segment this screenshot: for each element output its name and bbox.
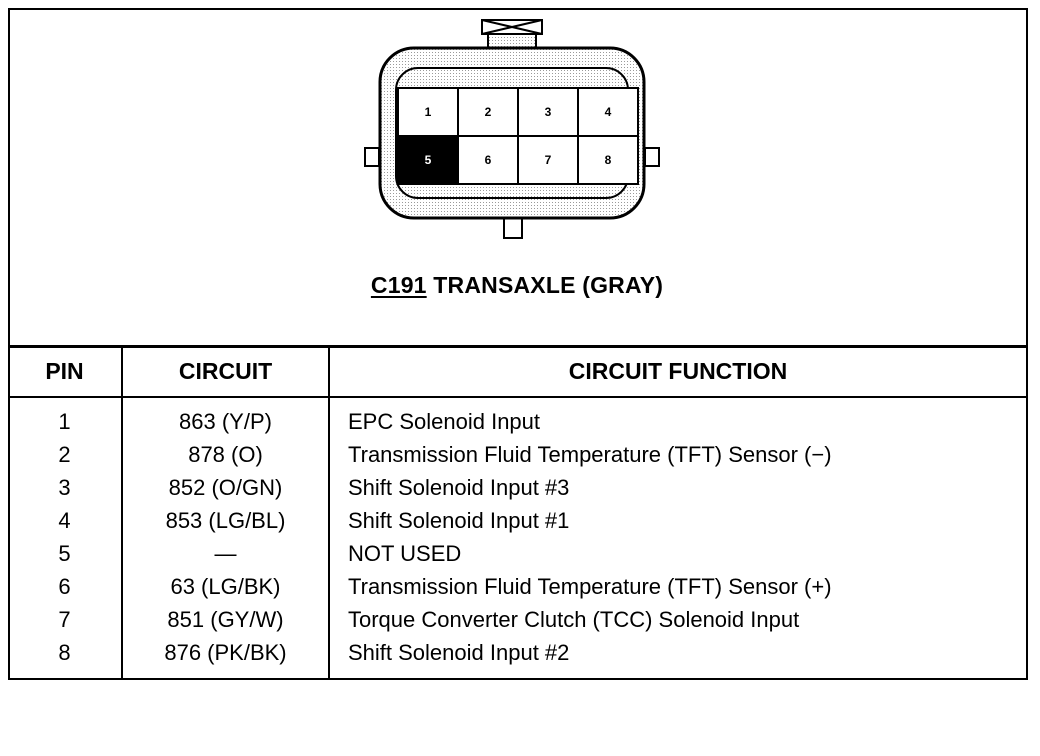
circuit-cell: 878 (O) — [188, 442, 263, 467]
pin-number-5: 5 — [424, 153, 432, 167]
table-row — [8, 508, 1026, 541]
pin-cell: 6 — [58, 574, 71, 599]
circuit-cell: 851 (GY/W) — [167, 607, 284, 632]
header-circuit-function: CIRCUIT FUNCTION — [568, 358, 788, 384]
circuit-cell: 876 (PK/BK) — [164, 640, 287, 665]
pin-number-4: 4 — [604, 105, 612, 119]
table-row — [8, 541, 1026, 574]
circuit-cell: 63 (LG/BK) — [170, 574, 281, 599]
function-cell: EPC Solenoid Input — [348, 409, 541, 434]
function-cell: Shift Solenoid Input #1 — [348, 508, 570, 533]
pin-cell: 7 — [58, 607, 71, 632]
pin-cavity-grid — [398, 88, 638, 184]
table-row — [8, 640, 1026, 673]
side-key-left — [365, 148, 379, 166]
table-row — [8, 475, 1026, 508]
connector-pinout-sheet — [8, 8, 1026, 680]
header-circuit: CIRCUIT — [178, 358, 273, 384]
pin-cell: 5 — [58, 541, 71, 566]
pin-number-1: 1 — [424, 105, 432, 119]
circuit-cell: 863 (Y/P) — [179, 409, 272, 434]
pin-number-8: 8 — [604, 153, 612, 167]
circuit-cell: — — [214, 541, 237, 566]
header-pin: PIN — [45, 358, 84, 384]
function-cell: NOT USED — [348, 541, 462, 566]
pin-number-3: 3 — [544, 105, 552, 119]
function-cell: Transmission Fluid Temperature (TFT) Sensor (−) — [348, 442, 832, 467]
circuit-cell: 852 (O/GN) — [168, 475, 283, 500]
pin-cell: 8 — [58, 640, 71, 665]
table-row — [8, 574, 1026, 607]
pin-cell: 3 — [58, 475, 71, 500]
connector-title — [8, 272, 1026, 299]
table-header-rule — [8, 396, 1026, 398]
pin-number-7: 7 — [544, 153, 552, 167]
connector-id: C191 — [370, 272, 427, 298]
pin-number-6: 6 — [484, 153, 492, 167]
pin-number-2: 2 — [484, 105, 492, 119]
pin-cell: 4 — [58, 508, 71, 533]
side-key-right — [645, 148, 659, 166]
connector-description: TRANSAXLE (GRAY) — [433, 272, 664, 298]
table-top-rule — [8, 345, 1026, 348]
pin-cell: 1 — [58, 409, 71, 434]
pinout-table-body — [8, 409, 1026, 673]
function-cell: Shift Solenoid Input #3 — [348, 475, 570, 500]
circuit-cell: 853 (LG/BL) — [165, 508, 286, 533]
connector-face-drawing — [348, 16, 678, 246]
table-row — [8, 442, 1026, 475]
table-bottom-rule — [8, 678, 1026, 680]
table-row — [8, 409, 1026, 442]
table-row — [8, 607, 1026, 640]
function-cell: Transmission Fluid Temperature (TFT) Sensor (+) — [348, 574, 832, 599]
function-cell: Shift Solenoid Input #2 — [348, 640, 570, 665]
pin-cell: 2 — [58, 442, 71, 467]
function-cell: Torque Converter Clutch (TCC) Solenoid Input — [348, 607, 800, 632]
